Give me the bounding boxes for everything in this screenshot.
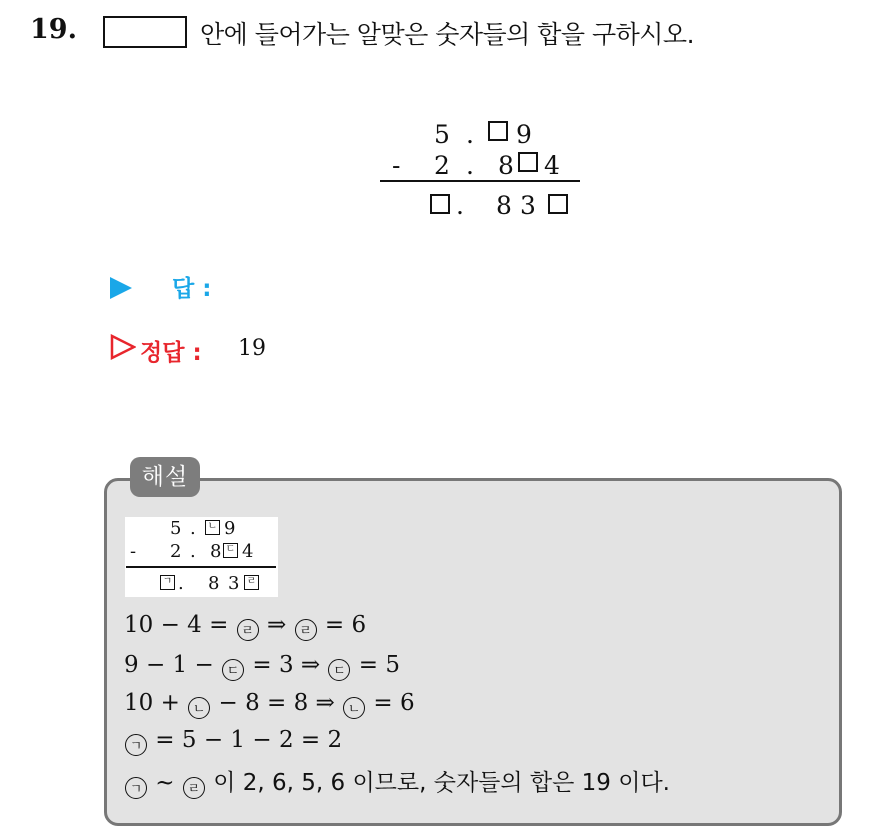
circled-nieun: ㄴ	[343, 697, 365, 719]
blank-square	[548, 194, 568, 214]
digit: 2	[170, 541, 182, 562]
decimal-point: .	[190, 541, 196, 562]
labeled-square: ㄷ	[223, 543, 238, 558]
blank-square	[488, 121, 508, 141]
digit: 8	[498, 151, 514, 180]
circled-giyeok: ㄱ	[125, 734, 147, 756]
solution-line-4: ㄱ = 5 − 1 − 2 = 2	[124, 727, 342, 756]
digit: 2	[434, 151, 450, 180]
labeled-square: ㄹ	[244, 575, 259, 590]
question-text: 안에 들어가는 알맞은 숫자들의 합을 구하시오.	[200, 20, 695, 49]
decimal-point: .	[466, 120, 474, 149]
decimal-point: .	[456, 191, 464, 220]
blank-square	[430, 194, 450, 214]
digit: 3	[520, 191, 536, 220]
blank-box	[103, 16, 187, 48]
answer-label: 답 :	[172, 276, 212, 302]
digit: 9	[516, 120, 532, 149]
answer-arrow-icon	[110, 277, 132, 299]
circled-rieul: ㄹ	[183, 777, 205, 799]
minus-sign: -	[130, 541, 137, 562]
solution-line-1: 10 − 4 = ㄹ ⇒ ㄹ = 6	[124, 612, 367, 639]
digit: 5	[170, 518, 182, 539]
digit: 4	[242, 541, 254, 562]
solution-line-3: 10 + ㄴ − 8 = 8 ⇒ ㄴ = 6	[124, 690, 415, 717]
digit: 4	[544, 151, 560, 180]
digit: 9	[224, 518, 236, 539]
explanation-tag: 해설	[130, 457, 200, 497]
correct-answer-label: 정답 :	[140, 340, 202, 366]
decimal-point: .	[466, 151, 474, 180]
solution-line-5: ㄱ ~ ㄹ 이 2, 6, 5, 6 이므로, 숫자들의 합은 19 이다.	[124, 764, 670, 799]
sum-line	[126, 566, 276, 568]
circled-digeut: ㄷ	[222, 659, 244, 681]
decimal-point: .	[178, 573, 184, 594]
circled-giyeok: ㄱ	[125, 777, 147, 799]
digit: 8	[208, 573, 220, 594]
digit: 8	[210, 541, 222, 562]
circled-digeut: ㄷ	[328, 659, 350, 681]
sum-line	[380, 180, 580, 182]
blank-square	[518, 152, 538, 172]
circled-rieul: ㄹ	[237, 619, 259, 641]
digit: 8	[496, 191, 512, 220]
digit: 3	[228, 573, 240, 594]
correct-arrow-icon	[110, 334, 136, 360]
solution-line-2: 9 − 1 − ㄷ = 3 ⇒ ㄷ = 5	[124, 652, 401, 679]
circled-rieul: ㄹ	[295, 619, 317, 641]
decimal-point: .	[190, 518, 196, 539]
minus-sign: -	[392, 151, 401, 180]
correct-answer-value: 19	[238, 336, 266, 361]
question-number: 19.	[30, 14, 77, 45]
labeled-square: ㄴ	[205, 520, 220, 535]
labeled-square: ㄱ	[160, 575, 175, 590]
circled-nieun: ㄴ	[188, 697, 210, 719]
digit: 5	[434, 120, 450, 149]
